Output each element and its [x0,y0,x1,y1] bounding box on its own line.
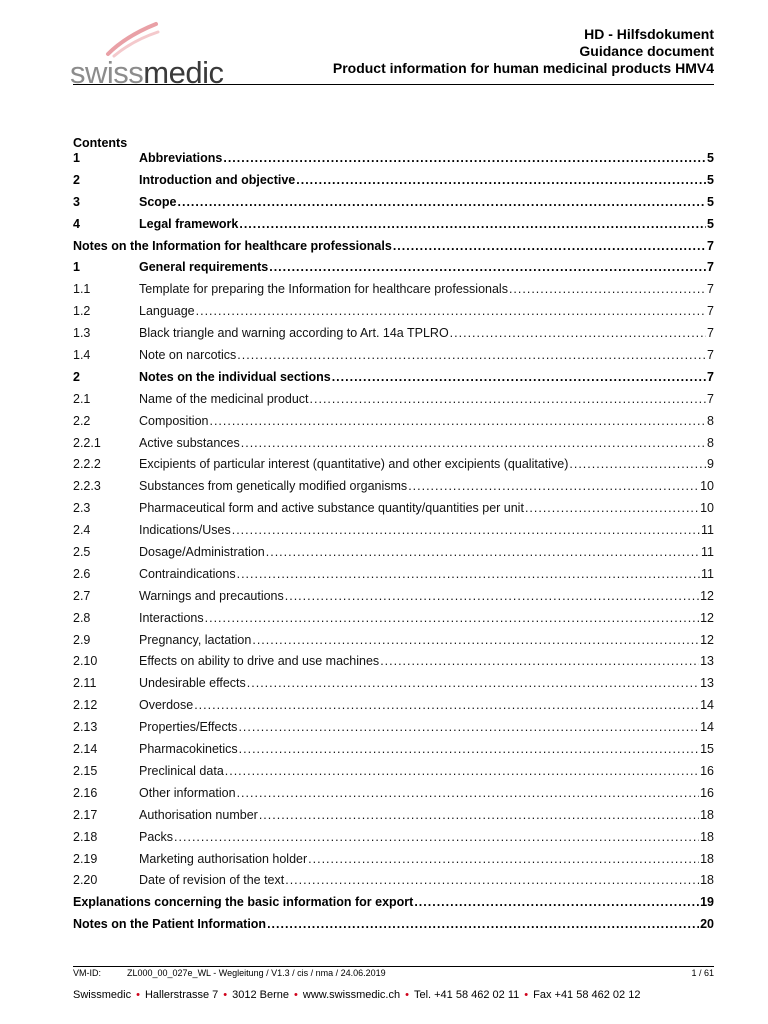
toc-leader-dots [380,651,699,673]
vmid-label: VM-ID: [73,968,101,978]
toc-entry-title: Indications/Uses [139,523,231,538]
toc-entry-page: 5 [707,216,714,231]
toc-entry-title: Dosage/Administration [139,545,265,560]
toc-leader-dots [450,323,706,345]
toc-entry-number: 1.1 [73,282,91,297]
toc-leader-dots [332,367,706,389]
toc-entry-title: Substances from genetically modified organisms [139,479,408,494]
contents-heading: Contents [73,136,128,150]
toc-entry-title: Other information [139,785,236,800]
toc-entry-title: Notes on the Information for healthcare professionals [73,238,392,253]
toc-entry-page: 11 [701,566,714,581]
toc-entry-title: Active substances [139,435,240,450]
toc-entry-number: 2.11 [73,676,97,691]
toc-entry-title: Black triangle and warning according to Art. 14a TPLRO [139,326,449,341]
toc-entry[interactable] [73,761,714,783]
page-number: 1 / 61 [691,968,714,978]
toc-entry-number: 2 [73,172,80,187]
toc-leader-dots [408,476,699,498]
toc-entry-number: 2.2 [73,413,91,428]
toc-leader-dots [267,914,699,936]
toc-leader-dots [310,389,707,411]
toc-entry-title: Marketing authorisation holder [139,851,308,866]
toc-entry-page: 13 [700,654,714,669]
toc-entry-number: 2.7 [73,588,91,603]
toc-leader-dots [237,783,700,805]
toc-entry-page: 18 [700,807,714,822]
toc-leader-dots [247,673,699,695]
toc-entry[interactable] [73,301,714,323]
swissmedic-logo [70,20,270,90]
toc-entry-page: 11 [701,545,714,560]
footer-address-part: 3012 Berne [232,989,290,1001]
toc-leader-dots [252,630,699,652]
toc-entry[interactable] [73,170,714,192]
toc-entry-page: 12 [700,610,714,625]
toc-leader-dots [232,520,700,542]
toc-leader-dots [223,148,706,170]
toc-entry-number: 2.2.1 [73,435,101,450]
toc-entry[interactable] [73,345,714,367]
toc-leader-dots [414,892,699,914]
toc-entry-title: General requirements [139,260,269,275]
toc-leader-dots [296,170,706,192]
toc-entry[interactable] [73,433,714,455]
toc-entry-number: 2.20 [73,873,98,888]
toc-leader-dots [308,849,699,871]
toc-entry-number: 2.14 [73,742,98,757]
toc-entry-title: Contraindications [139,566,236,581]
toc-entry-title: Notes on the Patient Information [73,917,267,932]
toc-entry-page: 18 [700,851,714,866]
toc-leader-dots [266,542,700,564]
toc-entry[interactable] [73,827,714,849]
toc-entry-page: 7 [707,326,714,341]
toc-entry-title: Warnings and precautions [139,588,284,603]
toc-leader-dots [285,870,699,892]
toc-entry-title: Pharmacokinetics [139,742,238,757]
footer-address-part: Swissmedic [73,989,132,1001]
toc-leader-dots [238,717,699,739]
document-header [333,26,714,77]
toc-entry[interactable] [73,717,714,739]
toc-entry[interactable] [73,411,714,433]
toc-leader-dots [259,805,699,827]
toc-entry[interactable] [73,695,714,717]
toc-entry-title: Template for preparing the Information for healthcare professionals [139,282,508,297]
toc-entry-page: 20 [700,917,714,932]
logo-brand-dark: medic [143,55,224,90]
toc-entry-title: Properties/Effects [139,720,238,735]
toc-entry[interactable] [73,367,714,389]
table-of-contents [73,148,714,936]
toc-entry-page: 5 [707,194,714,209]
toc-entry[interactable] [73,564,714,586]
toc-entry-page: 10 [700,501,714,516]
toc-leader-dots [239,739,699,761]
toc-entry-title: Scope [139,194,177,209]
toc-entry-title: Name of the medicinal product [139,391,309,406]
toc-leader-dots [569,454,706,476]
toc-entry-page: 7 [707,391,714,406]
toc-entry-page: 7 [707,282,714,297]
toc-leader-dots [194,695,699,717]
toc-entry-number: 2.10 [73,654,98,669]
toc-entry-number: 3 [73,194,80,209]
toc-entry-page: 7 [707,260,714,275]
toc-entry-number: 2 [73,369,80,384]
toc-entry-title: Authorisation number [139,807,258,822]
toc-entry-page: 10 [700,479,714,494]
toc-entry[interactable] [73,520,714,542]
footer-bullet: • [294,989,298,1001]
toc-entry-page: 8 [707,435,714,450]
toc-entry-title: Abbreviations [139,151,223,165]
toc-leader-dots [393,236,706,258]
footer-address-part: Hallerstrasse 7 [144,989,219,1001]
vmid-value: ZL000_00_027e_WL - Wegleitung / V1.3 / cis / nma / 24.06.2019 [127,968,386,978]
header-doc-title: Product information for human medicinal products HMV4 [332,60,714,76]
toc-leader-dots [239,214,706,236]
toc-entry-number: 2.16 [73,785,98,800]
toc-entry-page: 7 [707,304,714,319]
toc-entry[interactable] [73,389,714,411]
toc-entry[interactable] [73,257,714,279]
toc-entry-title: Excipients of particular interest (quantitative) and other excipients (qualitative) [139,457,569,472]
toc-entry-title: Undesirable effects [139,676,246,691]
toc-entry-number: 2.8 [73,610,91,625]
toc-entry-title: Introduction and objective [139,172,296,187]
toc-entry-page: 9 [707,457,714,472]
toc-entry[interactable] [73,214,714,236]
toc-entry-page: 7 [707,369,714,384]
footer-address-part[interactable]: www.swissmedic.ch [302,989,401,1001]
toc-entry-title: Notes on the individual sections [139,369,331,384]
toc-entry-number: 4 [73,216,80,231]
toc-entry-title: Pregnancy, lactation [139,632,252,647]
toc-entry[interactable] [73,849,714,871]
toc-entry-number: 2.15 [73,763,98,778]
footer-bullet: • [136,989,140,1001]
toc-entry-title: Overdose [139,698,194,713]
footer-bullet: • [405,989,409,1001]
toc-leader-dots [241,433,706,455]
toc-entry-page: 13 [700,676,714,691]
toc-entry-number: 1 [73,151,80,165]
toc-entry-number: 2.19 [73,851,98,866]
toc-leader-dots [269,257,706,279]
toc-leader-dots [225,761,699,783]
toc-entry[interactable] [73,739,714,761]
toc-entry[interactable] [73,673,714,695]
toc-entry-number: 2.5 [73,545,91,560]
toc-entry[interactable] [73,498,714,520]
toc-entry-page: 14 [700,698,714,713]
toc-entry-page: 7 [707,348,714,363]
toc-entry-page: 16 [700,785,714,800]
header-doc-subtype: Guidance document [579,43,714,59]
footer-address [73,988,640,1002]
toc-entry-number: 2.4 [73,523,91,538]
toc-entry-number: 1.3 [73,326,91,341]
toc-entry-page: 18 [700,829,714,844]
toc-entry-title: Legal framework [139,216,239,231]
toc-entry[interactable] [73,542,714,564]
toc-entry-title: Preclinical data [139,763,224,778]
toc-leader-dots [174,827,699,849]
toc-entry-page: 16 [700,763,714,778]
toc-entry-page: 8 [707,413,714,428]
toc-entry-page: 19 [700,895,714,910]
toc-entry[interactable] [73,476,714,498]
toc-entry[interactable] [73,586,714,608]
toc-entry-page: 18 [700,873,714,888]
toc-entry-number: 2.17 [73,807,98,822]
toc-leader-dots [237,564,700,586]
toc-entry-number: 1.2 [73,304,91,319]
toc-entry-title: Packs [139,829,174,844]
toc-leader-dots [205,608,699,630]
toc-entry-title: Language [139,304,195,319]
toc-entry-page: 7 [707,238,714,253]
toc-entry-number: 2.18 [73,829,98,844]
footer-meta [73,966,714,980]
toc-entry[interactable] [73,914,714,936]
toc-leader-dots [209,411,706,433]
toc-entry-page: 5 [707,172,714,187]
toc-entry[interactable] [73,651,714,673]
toc-entry-title: Note on narcotics [139,348,237,363]
toc-entry-title: Date of revision of the text [139,873,285,888]
toc-entry-number: 1.4 [73,348,91,363]
toc-entry-number: 2.2.3 [73,479,101,494]
toc-leader-dots [285,586,699,608]
toc-entry[interactable] [73,630,714,652]
toc-leader-dots [525,498,699,520]
toc-entry[interactable] [73,279,714,301]
toc-entry-title: Effects on ability to drive and use machines [139,654,380,669]
toc-entry-page: 11 [701,523,714,538]
toc-entry-number: 2.12 [73,698,98,713]
toc-entry-number: 2.3 [73,501,91,516]
logo-wordmark [70,49,223,97]
logo-brand-light: swiss [70,55,144,90]
toc-entry-number: 2.2.2 [73,457,101,472]
toc-entry-page: 12 [700,632,714,647]
toc-entry[interactable] [73,870,714,892]
toc-entry-page: 15 [700,742,714,757]
toc-leader-dots [196,301,706,323]
toc-entry-page: 14 [700,720,714,735]
header-divider [73,84,714,85]
toc-entry-title: Explanations concerning the basic information for export [73,895,414,910]
toc-entry-number: 2.13 [73,720,98,735]
toc-entry[interactable] [73,454,714,476]
toc-entry-page: 5 [707,151,714,165]
toc-entry[interactable] [73,323,714,345]
toc-entry-title: Interactions [139,610,204,625]
toc-leader-dots [237,345,706,367]
header-doc-type: HD - Hilfsdokument [584,26,714,42]
toc-entry[interactable] [73,892,714,914]
toc-entry[interactable] [73,805,714,827]
toc-entry-number: 2.6 [73,566,91,581]
toc-entry-number: 2.1 [73,391,91,406]
footer-address-part: Fax +41 58 462 02 12 [533,989,641,1001]
toc-entry-title: Pharmaceutical form and active substance quantity/quantities per unit [139,501,524,516]
toc-entry[interactable] [73,608,714,630]
toc-entry-page: 12 [700,588,714,603]
toc-entry-number: 1 [73,260,80,275]
toc-leader-dots [509,279,706,301]
toc-entry-number: 2.9 [73,632,91,647]
toc-entry[interactable] [73,783,714,805]
footer-bullet: • [223,989,228,1001]
toc-entry[interactable] [73,236,714,258]
toc-entry[interactable] [73,192,714,214]
footer-address-part: Tel. +41 58 462 02 11 [413,989,520,1001]
footer-bullet: • [524,989,529,1001]
toc-entry[interactable] [73,148,714,170]
toc-leader-dots [178,192,707,214]
toc-entry-title: Composition [139,413,209,428]
